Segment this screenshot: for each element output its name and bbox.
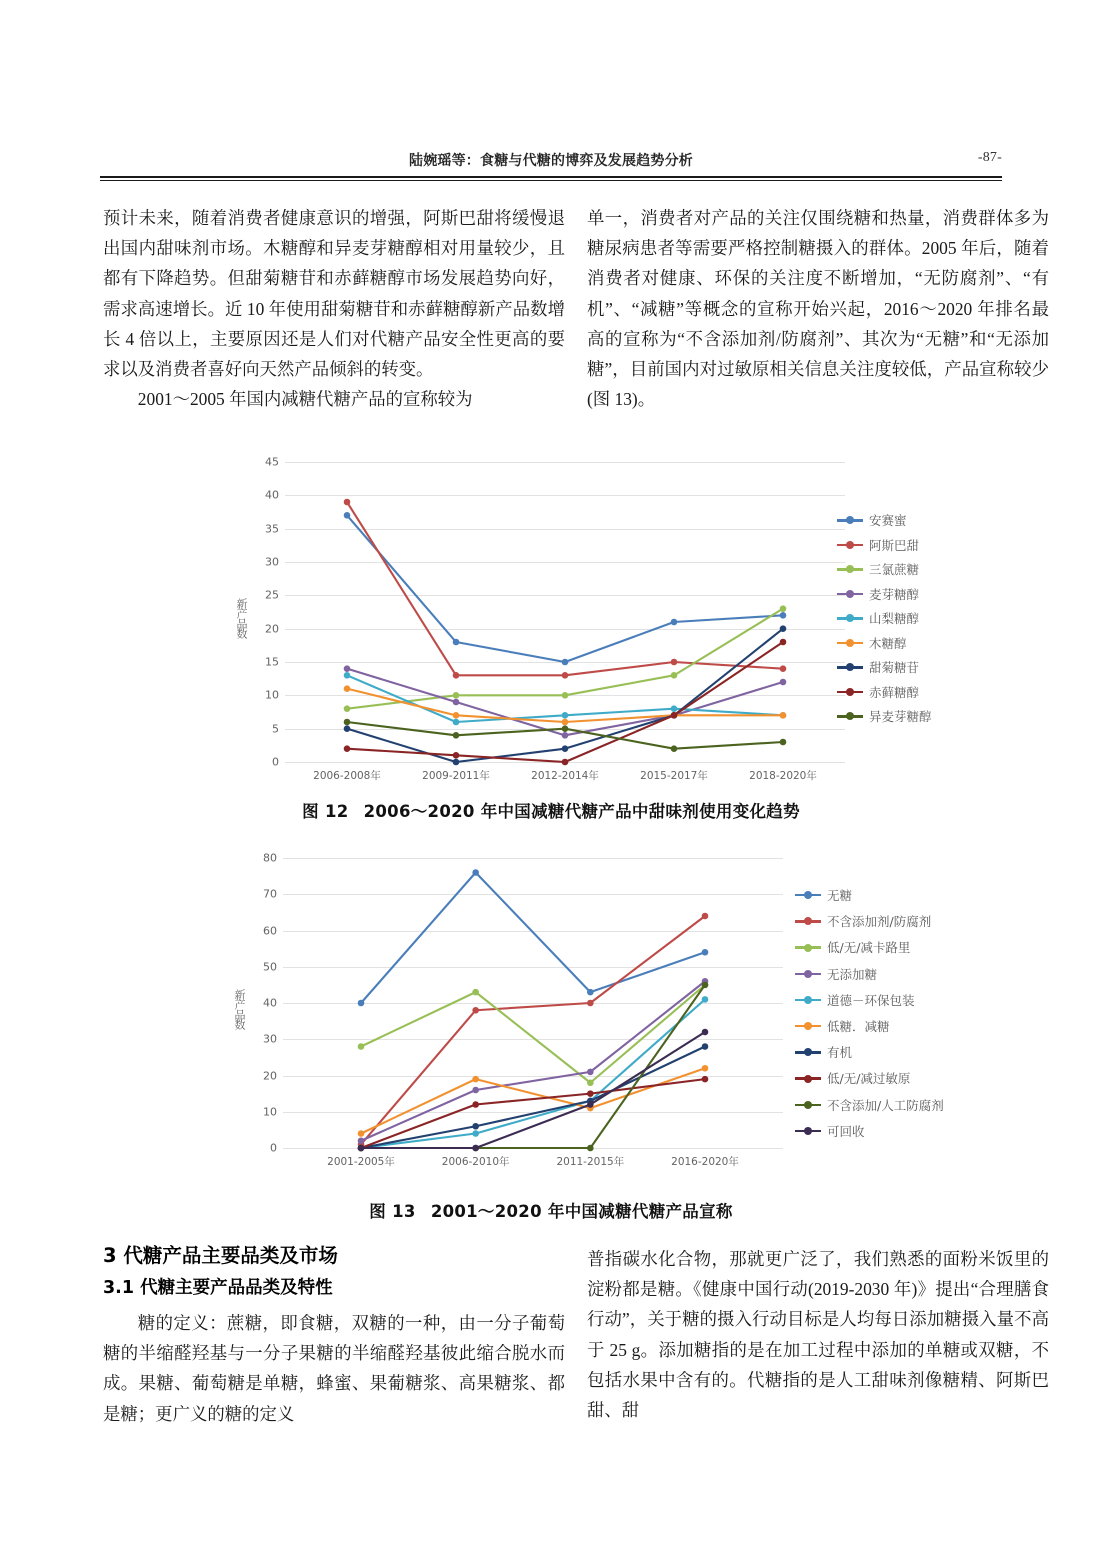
data-point — [472, 1130, 479, 1137]
legend-label: 不含添加/人工防腐剂 — [827, 1097, 944, 1113]
y-axis-label: 新产品数 — [233, 988, 246, 1029]
data-point — [562, 712, 569, 719]
left-column-top — [103, 203, 565, 414]
y-axis-tick: 30 — [263, 1032, 277, 1046]
data-point — [562, 745, 569, 752]
data-point — [702, 913, 709, 920]
series-line — [347, 669, 783, 736]
figure-13-chart — [225, 848, 1045, 1178]
legend-item[interactable] — [795, 908, 944, 934]
data-point — [702, 949, 709, 956]
data-point — [780, 712, 787, 719]
data-point — [780, 739, 787, 746]
y-axis-tick: 30 — [265, 555, 279, 569]
data-point — [702, 1043, 709, 1050]
y-axis-tick: 80 — [263, 851, 277, 865]
data-point — [344, 672, 351, 679]
data-point — [358, 1130, 365, 1137]
data-point — [453, 759, 460, 766]
data-point — [587, 1090, 594, 1097]
y-axis-tick: 50 — [263, 960, 277, 974]
series-可回收 — [358, 1029, 709, 1152]
data-point — [344, 725, 351, 732]
legend-label: 甜菊糖苷 — [869, 660, 920, 676]
x-axis-tick: 2001-2005年 — [327, 1156, 395, 1168]
legend-marker-icon — [795, 1100, 821, 1110]
figure-13 — [225, 848, 1045, 1178]
series-line — [361, 1032, 705, 1148]
data-point — [702, 1065, 709, 1072]
data-point — [671, 672, 678, 679]
legend-label: 麦芽糖醇 — [869, 586, 920, 602]
data-point — [587, 1079, 594, 1086]
y-axis-tick: 35 — [265, 522, 279, 536]
series-line — [361, 985, 705, 1083]
y-axis-tick: 40 — [265, 488, 279, 502]
legend-item[interactable] — [837, 582, 932, 607]
data-point — [671, 745, 678, 752]
legend-label: 阿斯巴甜 — [869, 537, 920, 553]
data-point — [344, 665, 351, 672]
data-point — [472, 1123, 479, 1130]
data-point — [671, 705, 678, 712]
y-axis-tick: 70 — [263, 887, 277, 901]
legend-label: 木糖醇 — [869, 635, 907, 651]
data-point — [702, 996, 709, 1003]
legend-label: 三氯蔗糖 — [869, 562, 920, 578]
legend-label: 有机 — [827, 1045, 853, 1061]
legend-label: 低糖．减糖 — [827, 1019, 890, 1035]
data-point — [472, 1007, 479, 1014]
y-axis-tick: 15 — [265, 655, 279, 669]
data-point — [562, 725, 569, 732]
legend-item[interactable] — [795, 934, 944, 960]
series-三氯蔗糖 — [344, 605, 787, 712]
figure-13-caption — [100, 1198, 1002, 1222]
legend-marker-icon — [795, 890, 821, 900]
data-point — [472, 1087, 479, 1094]
data-point — [344, 512, 351, 519]
legend-item[interactable] — [837, 704, 932, 729]
series-line — [347, 515, 783, 662]
legend-item[interactable] — [837, 606, 932, 631]
data-point — [453, 699, 460, 706]
legend-label: 无糖 — [827, 888, 853, 904]
data-point — [472, 1145, 479, 1152]
legend-label: 赤藓糖醇 — [869, 684, 920, 700]
y-axis-tick: 5 — [272, 722, 279, 736]
y-axis-tick: 60 — [263, 924, 277, 937]
series-line — [361, 1047, 705, 1149]
y-axis-tick: 0 — [270, 1141, 277, 1155]
paragraph: 普指碳水化合物，那就更广泛了，我们熟悉的面粉米饭里的淀粉都是糖。《健康中国行动(2019-2030 年)》提出“合理膳食行动”，关于糖的摄入行动目标是人均每日添加糖摄入量不高于 25 g。添加糖指的是在加工过程中添加的单糖或双糖，不包括水果中含有的。代糖指的是人工甜味剂像糖精、阿斯巴甜、甜 — [587, 1249, 1049, 1421]
legend-label: 异麦芽糖醇 — [869, 709, 932, 725]
data-point — [562, 672, 569, 679]
y-axis-tick: 25 — [265, 588, 279, 602]
legend-label: 道德－环保包装 — [827, 992, 915, 1008]
data-point — [780, 679, 787, 686]
data-point — [702, 1029, 709, 1036]
data-point — [587, 1069, 594, 1076]
data-point — [472, 869, 479, 876]
data-point — [780, 625, 787, 632]
legend-label: 无添加糖 — [827, 966, 878, 982]
figure-13-caption-text: 2001～2020 年中国减糖代糖产品宣称 — [430, 1202, 733, 1221]
series-layer — [285, 462, 845, 762]
data-point — [780, 612, 787, 619]
data-point — [671, 619, 678, 626]
figure-12-caption — [100, 798, 1002, 822]
legend-marker-icon — [837, 589, 863, 599]
data-point — [780, 665, 787, 672]
x-axis-tick: 2011-2015年 — [556, 1156, 625, 1168]
legend-item[interactable] — [795, 961, 944, 987]
series-line — [361, 1068, 705, 1133]
header-rule — [100, 176, 1002, 181]
legend-marker-icon — [795, 969, 821, 979]
x-axis-tick: 2015-2017年 — [640, 770, 708, 782]
data-point — [671, 712, 678, 719]
data-point — [780, 639, 787, 646]
y-axis-tick: 10 — [265, 688, 279, 702]
data-point — [344, 685, 351, 692]
data-point — [780, 605, 787, 612]
data-point — [344, 719, 351, 726]
data-point — [453, 712, 460, 719]
series-line — [361, 985, 705, 1148]
y-axis-tick: 45 — [265, 455, 279, 469]
data-point — [344, 499, 351, 506]
legend-marker-icon — [795, 1021, 821, 1031]
data-point — [562, 659, 569, 666]
legend-label: 低/无/减卡路里 — [827, 940, 911, 956]
data-point — [587, 989, 594, 996]
data-point — [472, 989, 479, 996]
y-axis-tick: 10 — [263, 1105, 277, 1119]
legend-item[interactable] — [837, 508, 932, 533]
figure-12 — [225, 450, 1045, 795]
data-point — [358, 1043, 365, 1050]
data-point — [562, 759, 569, 766]
section-heading-3-1: 3.1 代糖主要产品品类及特性 — [103, 1278, 333, 1298]
paragraph: 糖的定义：蔗糖，即食糖，双糖的一种，由一分子葡萄糖的半缩醛羟基与一分子果糖的半缩醛羟基彼此缩合脱水而成。果糖、葡萄糖是单糖，蜂蜜、果葡糖浆、高果糖浆、都是糖；更广义的糖的定义 — [103, 1313, 565, 1424]
data-point — [587, 1101, 594, 1108]
legend-label: 山梨糖醇 — [869, 611, 920, 627]
legend-item[interactable] — [795, 1013, 944, 1039]
x-axis-tick: 2006-2008年 — [313, 770, 381, 782]
y-axis-tick: 20 — [265, 622, 279, 636]
x-axis-tick: 2009-2011年 — [422, 770, 490, 782]
legend-item[interactable] — [795, 1092, 944, 1118]
legend-item[interactable] — [837, 557, 932, 582]
legend-marker-icon — [795, 942, 821, 952]
chart-legend — [795, 882, 944, 1144]
legend-item[interactable] — [837, 533, 932, 558]
data-point — [587, 1145, 594, 1152]
paragraph: 2001～2005 年国内减糖代糖产品的宣称较为 — [137, 389, 473, 410]
series-木糖醇 — [344, 685, 787, 725]
legend-label: 可回收 — [827, 1123, 865, 1139]
legend-marker-icon — [837, 662, 863, 672]
paragraph: 单一，消费者对产品的关注仅围绕糖和热量，消费群体多为糖尿病患者等需要严格控制糖摄入的群体。2005 年后，随着消费者对健康、环保的关注度不断增加，“无防腐剂”、“有机”、“减糖”等概念的宣称开始兴起，2016～2020 年排名最高的宣称为“不含添加剂/防腐剂”、其次为“无糖”和“无添加糖”，目前国内对过敏原相关信息关注度较低，产品宣称较少(图 13)。 — [587, 208, 1049, 410]
data-point — [358, 1137, 365, 1144]
legend-marker-icon — [837, 613, 863, 623]
x-axis-tick: 2006-2010年 — [441, 1156, 510, 1168]
data-point — [562, 692, 569, 699]
figure-12-caption-text: 2006～2020 年中国减糖代糖产品中甜味剂使用变化趋势 — [363, 802, 800, 821]
data-point — [702, 982, 709, 989]
data-point — [344, 705, 351, 712]
legend-marker-icon — [837, 638, 863, 648]
series-有机 — [358, 1043, 709, 1151]
data-point — [344, 745, 351, 752]
paragraph: 预计未来，随着消费者健康意识的增强，阿斯巴甜将缓慢退出国内甜味剂市场。木糖醇和异麦芽糖醇相对用量较少，且都有下降趋势。但甜菊糖苷和赤藓糖醇市场发展趋势向好，需求高速增长。近 10 年使用甜菊糖苷和赤藓糖醇新产品数增长 4 倍以上，主要原因还是人们对代糖产品安全性更高的要求以及消费者喜好向天然产品倾斜的转变。 — [103, 208, 565, 380]
data-point — [562, 732, 569, 739]
figure-12-caption-number: 图 12 — [302, 802, 349, 821]
legend-marker-icon — [795, 995, 821, 1005]
plot-area — [265, 455, 845, 782]
figure-12-chart — [225, 450, 1045, 795]
section-heading-3: 3 代糖产品主要品类及市场 — [103, 1244, 338, 1267]
data-point — [453, 692, 460, 699]
legend-item[interactable] — [795, 987, 944, 1013]
legend-marker-icon — [837, 711, 863, 721]
right-column-top — [587, 203, 1049, 414]
legend-item[interactable] — [837, 680, 932, 705]
data-point — [453, 672, 460, 679]
page-number: -87- — [977, 150, 1002, 165]
y-axis-label: 新产品数 — [235, 598, 248, 638]
running-header — [100, 150, 1002, 170]
legend-label: 安赛蜜 — [869, 513, 907, 529]
data-point — [472, 1101, 479, 1108]
series-无添加糖 — [358, 978, 709, 1144]
y-axis-tick: 40 — [263, 996, 277, 1010]
legend-marker-icon — [837, 687, 863, 697]
legend-marker-icon — [795, 1073, 821, 1083]
legend-label: 低/无/减过敏原 — [827, 1071, 911, 1087]
data-point — [358, 1000, 365, 1007]
x-axis-tick: 2016-2020年 — [671, 1156, 739, 1168]
legend-marker-icon — [795, 1047, 821, 1057]
data-point — [358, 1145, 365, 1152]
series-安赛蜜 — [344, 512, 787, 665]
legend-marker-icon — [837, 540, 863, 550]
legend-item[interactable] — [837, 655, 932, 680]
y-axis-tick: 20 — [263, 1069, 277, 1082]
legend-marker-icon — [837, 564, 863, 574]
data-point — [453, 732, 460, 739]
legend-marker-icon — [795, 1126, 821, 1136]
legend-item[interactable] — [795, 1039, 944, 1065]
data-point — [562, 719, 569, 726]
series-无糖 — [358, 869, 709, 1006]
figure-13-caption-number: 图 13 — [369, 1202, 416, 1221]
running-header-title: 陆婉瑶等：食糖与代糖的博弈及发展趋势分析 — [409, 153, 693, 169]
legend-marker-icon — [837, 515, 863, 525]
data-point — [453, 752, 460, 759]
data-point — [453, 639, 460, 646]
legend-item[interactable] — [795, 1065, 944, 1091]
legend-marker-icon — [795, 916, 821, 926]
right-column-bottom — [587, 1244, 1049, 1425]
left-column-bottom — [103, 1308, 565, 1429]
legend-item[interactable] — [837, 631, 932, 656]
legend-item[interactable] — [795, 1118, 944, 1144]
data-point — [671, 659, 678, 666]
x-axis-tick: 2012-2014年 — [531, 770, 599, 782]
y-axis-tick: 0 — [272, 755, 279, 769]
data-point — [472, 1076, 479, 1083]
series-line — [361, 873, 705, 1004]
data-point — [453, 719, 460, 726]
plot-area — [263, 851, 783, 1168]
data-point — [587, 1000, 594, 1007]
data-point — [702, 1076, 709, 1083]
x-axis-tick: 2018-2020年 — [749, 770, 817, 782]
series-layer — [283, 858, 783, 1148]
chart-legend — [837, 508, 932, 729]
legend-item[interactable] — [795, 882, 944, 908]
legend-label: 不含添加剂/防腐剂 — [827, 914, 932, 930]
